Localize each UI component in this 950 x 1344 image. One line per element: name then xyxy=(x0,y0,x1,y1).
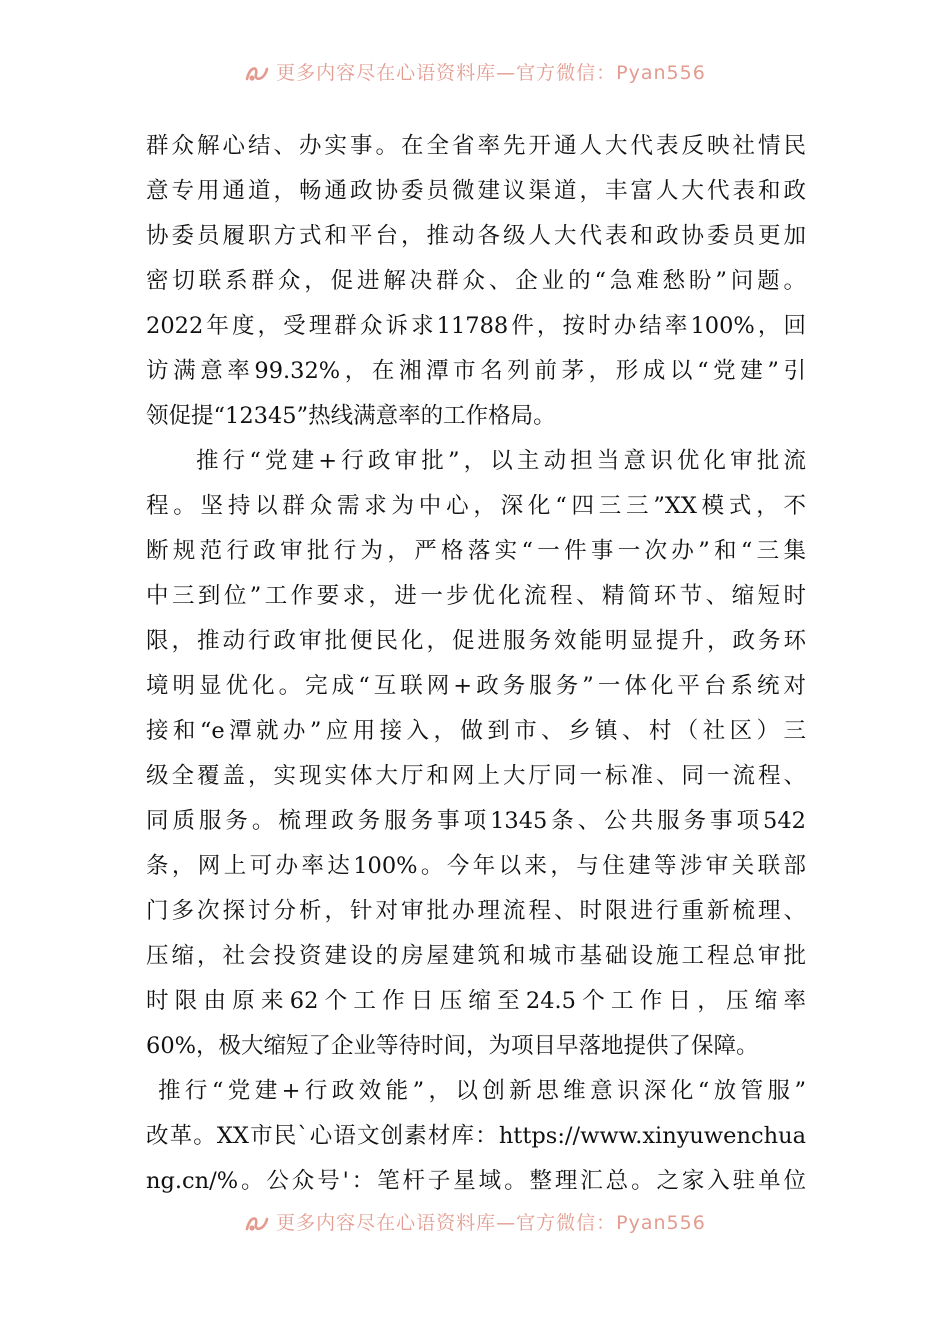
watermark-footer xyxy=(0,1208,950,1235)
watermark-text: 更多内容尽在心语资料库—官方微信：Pyan556 xyxy=(276,1212,706,1234)
paragraph xyxy=(146,1069,806,1204)
text-line: 2022年度，受理群众诉求11788件，按时办结率100%，回 xyxy=(146,313,806,339)
text-line: 时限由原来62个工作日压缩至24.5个工作日，压缩率 xyxy=(146,988,806,1014)
text-line: 领促提“12345”热线满意率的工作格局。 xyxy=(146,403,556,429)
text-line: 协委员履职方式和平台，推动各级人大代表和政协委员更加 xyxy=(146,223,806,249)
text-line: 群众解心结、办实事。在全省率先开通人大代表反映社情民 xyxy=(146,133,806,159)
paragraph xyxy=(146,124,806,439)
text-line: 密切联系群众，促进解决群众、企业的“急难愁盼”问题。 xyxy=(146,268,806,294)
text-line: 级全覆盖，实现实体大厅和网上大厅同一标准、同一流程、 xyxy=(146,763,806,789)
text-line: 程。坚持以群众需求为中心，深化“四三三”XX模式，不 xyxy=(146,493,806,519)
watermark-logo-icon xyxy=(244,1214,270,1234)
text-line: 60%，极大缩短了企业等待时间，为项目早落地提供了保障。 xyxy=(146,1033,759,1059)
text-line: 推行“党建+行政效能”，以创新思维意识深化“放管服” xyxy=(158,1078,806,1104)
text-line: 访满意率99.32%，在湘潭市名列前茅，形成以“党建”引 xyxy=(146,358,806,384)
text-line: 门多次探讨分析，针对审批办理流程、时限进行重新梳理、 xyxy=(146,898,806,924)
text-line: 同质服务。梳理政务服务事项1345条、公共服务事项542 xyxy=(146,808,806,834)
text-line: 中三到位”工作要求，进一步优化流程、精简环节、缩短时 xyxy=(146,583,806,609)
text-line: 境明显优化。完成“互联网+政务服务”一体化平台系统对 xyxy=(146,673,806,699)
text-line: 断规范行政审批行为，严格落实“一件事一次办”和“三集 xyxy=(146,538,806,564)
text-line: 推行“党建+行政审批”，以主动担当意识优化审批流 xyxy=(196,448,806,474)
text-line: 接和“e潭就办”应用接入，做到市、乡镇、村（社区）三 xyxy=(146,718,806,744)
text-line: 压缩，社会投资建设的房屋建筑和城市基础设施工程总审批 xyxy=(146,943,806,969)
paragraph xyxy=(146,439,806,1069)
watermark-logo-icon xyxy=(244,64,270,84)
text-line: 改革。XX市民`心语文创素材库：https://www.xinyuwenchua xyxy=(146,1123,806,1149)
text-line: 意专用通道，畅通政协委员微建议渠道，丰富人大代表和政 xyxy=(146,178,806,204)
text-line: ng.cn/%。公众号'：笔杆子星域。整理汇总。之家入驻单位 xyxy=(146,1168,806,1194)
document-body xyxy=(146,124,806,1204)
watermark-header xyxy=(0,58,950,85)
text-line: 限，推动行政审批便民化，促进服务效能明显提升，政务环 xyxy=(146,628,806,654)
text-line: 条，网上可办率达100%。今年以来，与住建等涉审关联部 xyxy=(146,853,806,879)
watermark-text: 更多内容尽在心语资料库—官方微信：Pyan556 xyxy=(276,62,706,84)
